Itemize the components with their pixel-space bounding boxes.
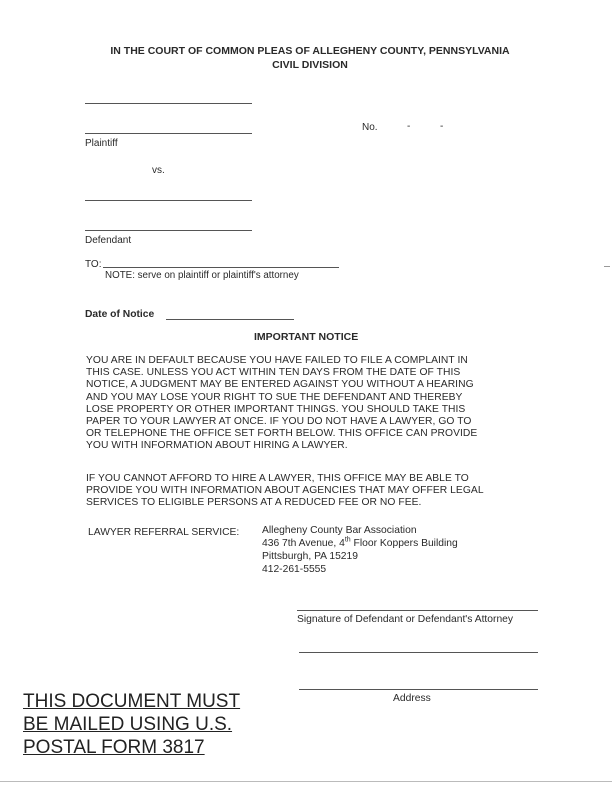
date-of-notice-label: Date of Notice — [85, 309, 155, 320]
notice-line: THIS CASE. UNLESS YOU ACT WITHIN TEN DAYS FROM THE DATE OF THIS — [86, 367, 461, 379]
referral-details — [262, 524, 458, 576]
case-number-label: No. — [362, 122, 378, 133]
notice-title: IMPORTANT NOTICE — [254, 331, 359, 343]
address-label: Address — [393, 693, 431, 704]
versus-label: vs. — [152, 165, 165, 176]
address-line-1[interactable] — [299, 652, 538, 653]
notice-paragraph-1 — [86, 355, 556, 453]
signature-label: Signature of Defendant or Defendant's Attorney — [297, 614, 514, 625]
referral-org: Allegheny County Bar Association — [262, 525, 417, 536]
address-line-2[interactable] — [299, 689, 538, 690]
notice-line: IF YOU CANNOT AFFORD TO HIRE A LAWYER, THIS OFFICE MAY BE ABLE TO — [86, 473, 469, 484]
court-heading: IN THE COURT OF COMMON PLEAS OF ALLEGHENY COUNTY, PENNSYLVANIA — [110, 45, 510, 57]
notice-line: PROVIDE YOU WITH INFORMATION ABOUT AGENCIES THAT MAY OFFER LEGAL — [86, 485, 484, 497]
notice-line: YOU WITH INFORMATION ABOUT HIRING A LAWYER. — [86, 440, 348, 452]
plaintiff-line-2[interactable] — [85, 133, 252, 134]
notice-line: AND YOU MAY LOSE YOUR RIGHT TO SUE THE DEFENDANT AND THEREBY — [86, 391, 463, 403]
referral-address: 436 7th Avenue, 4th Floor Koppers Building — [262, 536, 458, 549]
referral-city: Pittsburgh, PA 15219 — [262, 551, 358, 562]
mailing-line: BE MAILED USING U.S. — [23, 714, 233, 735]
division-heading: CIVIL DIVISION — [272, 59, 348, 71]
notice-line: LOSE PROPERTY OR OTHER IMPORTANT THINGS. YOU SHOULD TAKE THIS — [86, 403, 466, 415]
referral-label: LAWYER REFERRAL SERVICE: — [88, 527, 240, 538]
case-number-separator: - — [440, 121, 444, 132]
date-of-notice-field[interactable] — [166, 319, 294, 320]
case-number-separator: - — [407, 121, 411, 132]
defendant-line-1[interactable] — [85, 200, 252, 201]
service-note: NOTE: serve on plaintiff or plaintiff's attorney — [105, 270, 299, 281]
mailing-instruction — [23, 690, 240, 759]
referral-phone: 412-261-5555 — [262, 564, 327, 575]
notice-line: PAPER TO YOUR LAWYER AT ONCE. IF YOU DO NOT HAVE A LAWYER, GO TO — [86, 416, 472, 428]
mailing-line: POSTAL FORM 3817 — [23, 737, 205, 758]
notice-paragraph-2 — [86, 473, 556, 510]
mailing-line: THIS DOCUMENT MUST — [23, 691, 241, 712]
to-line[interactable] — [103, 267, 339, 268]
defendant-label: Defendant — [85, 235, 132, 246]
signature-line[interactable] — [297, 610, 538, 611]
defendant-line-2[interactable] — [85, 230, 252, 231]
page-bottom-edge — [0, 781, 612, 782]
notice-line: SERVICES TO ELIGIBLE PERSONS AT A REDUCED FEE OR NO FEE. — [86, 497, 422, 509]
to-label: TO: — [85, 259, 102, 270]
notice-line: OR TELEPHONE THE OFFICE SET FORTH BELOW. THIS OFFICE CAN PROVIDE — [86, 428, 478, 440]
notice-line: NOTICE, A JUDGMENT MAY BE ENTERED AGAINST YOU WITHOUT A HEARING — [86, 379, 474, 391]
margin-mark — [604, 266, 610, 267]
notice-line: YOU ARE IN DEFAULT BECAUSE YOU HAVE FAILED TO FILE A COMPLAINT IN — [86, 355, 468, 366]
plaintiff-label: Plaintiff — [85, 138, 118, 149]
plaintiff-line-1[interactable] — [85, 103, 252, 104]
